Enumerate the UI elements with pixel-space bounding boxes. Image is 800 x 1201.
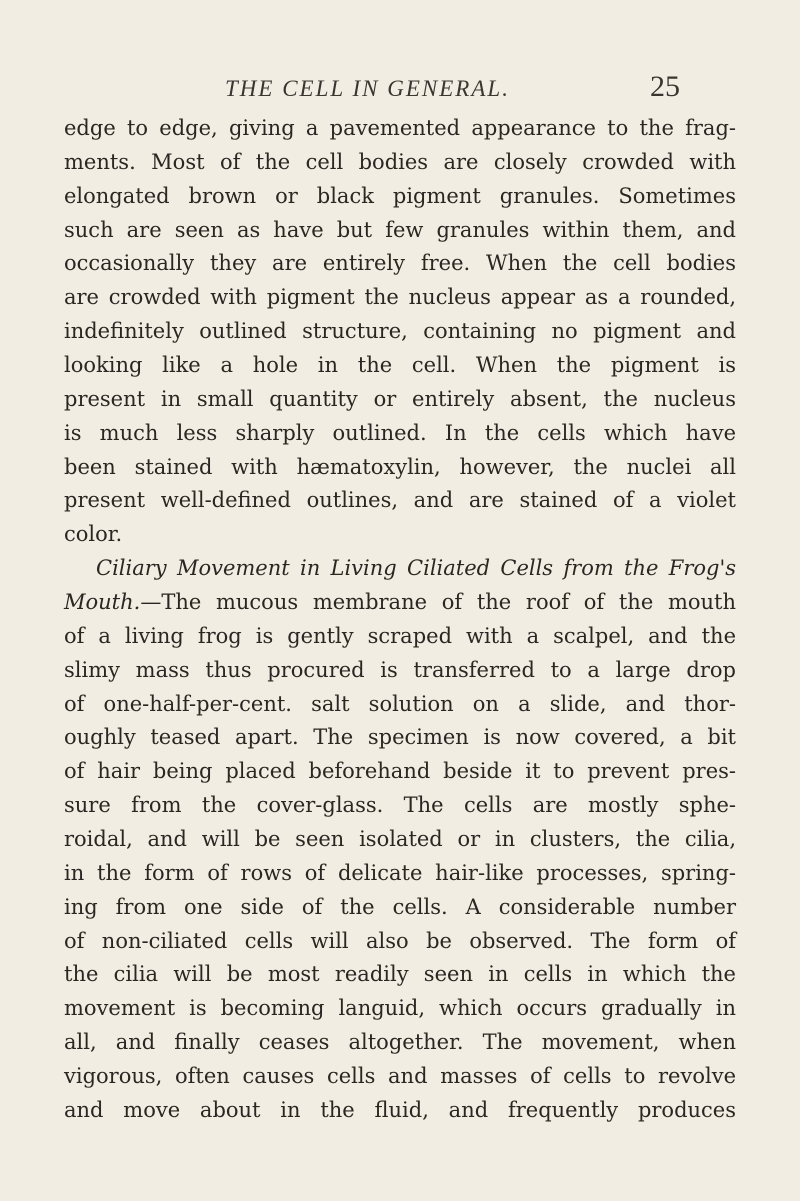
text-line-part: —The mucous membrane of the roof of the mouth [140,590,736,615]
body-text [64,112,736,1128]
text-line: ing from one side of the cells. A considerable number [64,894,736,919]
text-line: movement is becoming languid, which occurs gradually in [64,996,736,1021]
text-line [64,586,736,620]
text-line: roidal, and will be seen isolated or in clusters, the cilia, [64,827,736,852]
text-line: and move about in the fluid, and frequently produces [64,1097,736,1122]
text-line: of one-half-per-cent. salt solution on a slide, and thor- [64,691,736,716]
text-line: present in small quantity or entirely absent, the nucleus [64,386,736,411]
text-line: ments. Most of the cell bodies are closely crowded with [64,149,736,174]
text-line: looking like a hole in the cell. When the pigment is [64,353,736,378]
text-line: elongated brown or black pigment granules. Sometimes [64,183,736,208]
running-head: THE CELL IN GENERAL. [225,76,510,101]
text-line: are crowded with pigment the nucleus appear as a rounded, [64,285,736,310]
text-line: of hair being placed beforehand beside it to prevent pres- [64,759,736,784]
text-line: been stained with hæmatoxylin, however, the nuclei all [64,454,736,479]
section-heading-end: Mouth. [64,590,141,615]
text-line: color. [64,522,123,547]
page-number: 25 [650,70,680,103]
text-line: occasionally they are entirely free. When the cell bodies [64,251,736,276]
text-line: in the form of rows of delicate hair-like processes, spring- [64,860,736,885]
text-line: of non-ciliated cells will also be observed. The form of [64,928,736,953]
text-line: slimy mass thus procured is transferred to a large drop [64,657,736,682]
text-line: is much less sharply outlined. In the cells which have [64,420,736,445]
text-line: vigorous, often causes cells and masses of cells to revolve [64,1064,736,1089]
text-line: of a living frog is gently scraped with a scalpel, and the [64,623,736,648]
text-line: oughly teased apart. The specimen is now covered, a bit [64,725,736,750]
text-line: all, and finally ceases altogether. The movement, when [64,1030,736,1055]
section-heading: Ciliary Movement in Living Ciliated Cells from the Frog's [96,556,736,581]
text-line: indefinitely outlined structure, containing no pigment and [64,319,736,344]
text-line: edge to edge, giving a pavemented appearance to the frag- [64,116,736,140]
text-line: the cilia will be most readily seen in cells in which the [64,962,736,987]
text-line: such are seen as have but few granules within them, and [64,217,736,242]
text-line: sure from the cover-glass. The cells are mostly sphe- [64,793,736,818]
text-line: present well-defined outlines, and are stained of a violet [64,488,736,513]
